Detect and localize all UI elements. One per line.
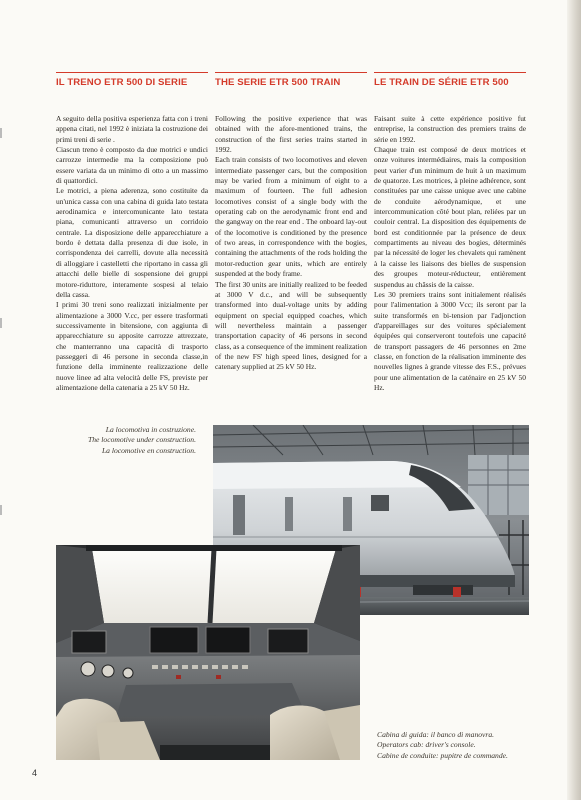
paragraph: Chaque train est composé de deux motrices et onze voitures intermédiaires, mais la composition peut varier d'un minimum de huit à un maximum de quatorze. Les motrices, à pleine adhérence, sont constituées par une caisse unique avec une cabine de conduite aérodynamique, et une intercommunication côté bout plan, reliées par un couloir central. La disposition des équipements de bord est conditionnée par la présence de deux compartiments au niveau des bogies, déterminés par la nécessité de loger les chevalets qui ramènent à la caisse les liaisons des bielles de suspension des groupes moteur-réducteur, entièrement suspendus au châssis de la caisse. — [374, 145, 526, 289]
body-italian — [56, 114, 208, 393]
paragraph: Following the positive experience that was obtained with the afore-mentioned trains, the construction of the first series trains started in 1992. — [215, 114, 367, 155]
binding-mark — [0, 128, 2, 138]
paragraph: Le motrici, a piena aderenza, sono costituite da un'unica cassa con una cabina di guida lato testata aerodinamica e intercomunicante lato testata piana, comunicanti attraverso un corridoio centrale. La disposizione delle apparecchiature a bordo è dettata dalla presenza di due isole, in corrispondenza dei carrelli, dovute alla necessità di alloggiare i castelletti che riportano in cassa gli attacchi delle bielle di sospensione dei gruppi motore-riduttore, interamente sospesi al telaio della cassa. — [56, 186, 208, 299]
paragraph: I primi 30 treni sono realizzati inizialmente per alimentazione a 3000 V.cc, per essere trasformati successivamente in bitensione, con aggiunta di apparecchiature su apposite carrozze attrezzate, che manterranno una capacità di trasporto passeggeri di 46 persone in seconda classe,in funzione della imminente realizzazione delle nuove linee ad alta velocità delle FS, previste per alimentazione della catenaria a 25 kV 50 Hz. — [56, 300, 208, 392]
caption-locomotive-construction — [58, 425, 196, 456]
heading-english: THE SERIE ETR 500 TRAIN — [215, 72, 367, 88]
binding-mark — [0, 505, 2, 515]
page-number: 4 — [32, 768, 38, 778]
paragraph: Les 30 premiers trains sont initialement réalisés pour l'alimentation à 3000 Vcc; ils seront par la suite transformés en bi-tension par l'adjonction d'appareillages sur des voitures spécialement équipées qui conserveront toutefois une capacité de transport passagers de 46 personnes en 2me classe, en fonction de la réalisation imminente des nouvelles lignes à grande vitesse des F.S., prévues pour une alimentation de la caténaire en 25 kV 50 Hz. — [374, 289, 526, 392]
caption-line: Cabina di guida: il banco di manovra. — [377, 730, 495, 739]
paragraph: The first 30 units are initially realized to be feeded at 3000 V d.c., and will be subsequently transformed into dual-voltage units by adding equipment on special equipped coaches, which will nevertheless maintain a passenger transportation capacity of 46 persons in second class, as a consequence of the imminent realization of the new FS' high speed lines, designed for a catenary supplied at 25 kV 50 Hz. — [215, 279, 367, 372]
column-italian — [56, 72, 208, 393]
caption-line: La locomotiva in costruzione. — [105, 425, 196, 434]
paragraph: Ciascun treno è composto da due motrici e undici carrozze intermedie ma la composizione può essere variata da un minimo di otto a un massimo di quattordici. — [56, 145, 208, 186]
heading-italian: IL TRENO ETR 500 DI SERIE — [56, 72, 208, 88]
page-edge-shadow — [567, 0, 581, 800]
column-french — [374, 72, 526, 393]
body-english — [215, 114, 367, 373]
paragraph: Each train consists of two locomotives and eleven intermediate passenger cars, but the composition may be varied from a minimum of eight to a maximum of fourteen. The full adhesion locomotives consist of a single body with the operating cab on the aerodynamic front end and the gangway on the rear end . The onboard lay-out of the locomotive is conditioned by the presence of two areas, in correspondence with the bogies, containing the attachments of the rods holding the motor-reduction gear units, which are entirely suspended at the body frame. — [215, 155, 367, 279]
body-french — [374, 114, 526, 393]
caption-line: Operators cab: driver's console. — [377, 740, 476, 750]
caption-line: Cabine de conduite: pupitre de commande. — [377, 750, 508, 760]
paragraph: A seguito della positiva esperienza fatta con i treni appena citati, nel 1992 è iniziata la costruzione dei primi treni di serie . — [56, 114, 208, 144]
caption-drivers-cab — [377, 730, 537, 761]
heading-french: LE TRAIN DE SÉRIE ETR 500 — [374, 72, 526, 88]
caption-line: La locomotive en construction. — [101, 445, 196, 455]
caption-line: The locomotive under construction. — [88, 435, 196, 445]
paragraph: Faisant suite à cette expérience positive fut entreprise, la construction des premiers trains de série en 1992. — [374, 114, 526, 144]
photo-drivers-cab — [56, 545, 360, 760]
binding-mark — [0, 318, 2, 328]
column-english — [215, 72, 367, 373]
